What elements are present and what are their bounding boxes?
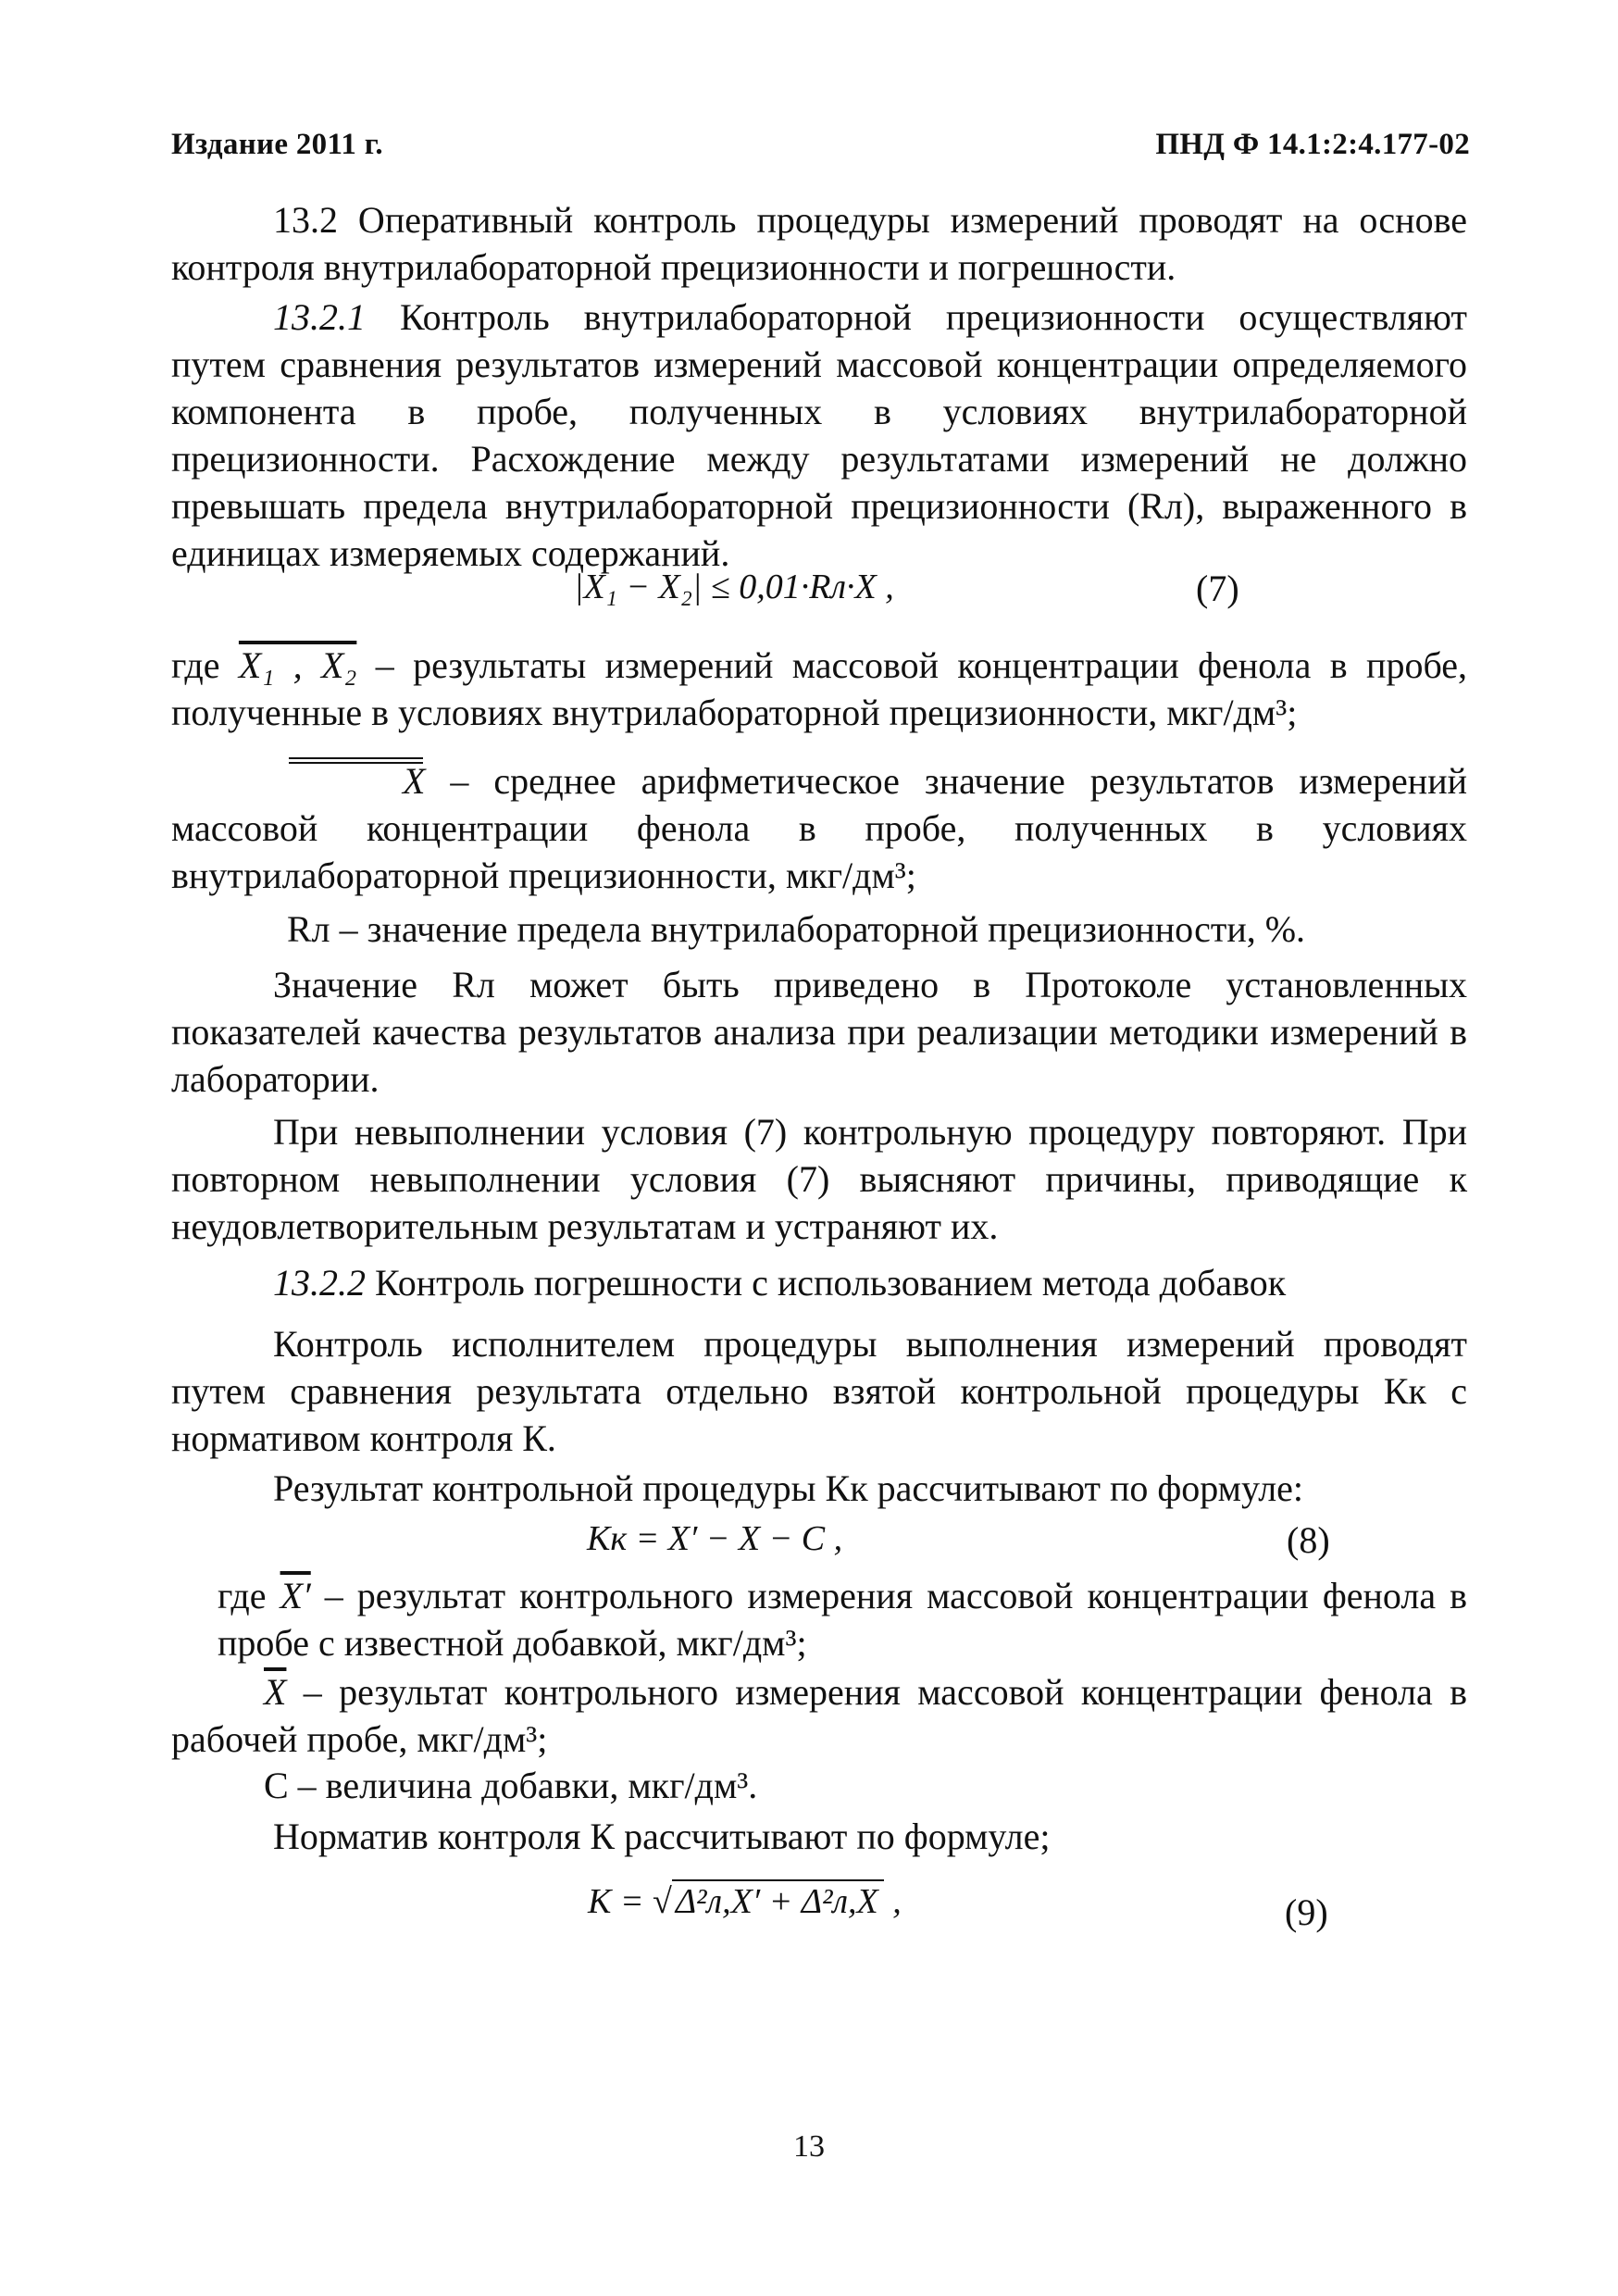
formula-8: Kк = X′ − X − C , [587,1519,843,1558]
section-13-2-1-number: 13.2.1 [273,296,366,338]
section-13-2-1 [171,293,1467,577]
definition-c: С – величина добавки, мкг/дм³. [264,1765,758,1806]
definition-x-mean [171,757,1467,899]
symbol-x1-x2: X₁ , X₂ [238,644,357,686]
definition-x-prime-text: – результат контрольного измерения массовой концентрации фенола в пробе с известной добавкой, мкг/дм³; [218,1575,1467,1664]
definition-x [171,1668,1467,1763]
section-13-2-2-number: 13.2.2 [273,1262,366,1304]
formula-9-radicand: Δ²л,X′ + Δ²л,X [672,1879,884,1922]
formula-9-number: (9) [1285,1891,1328,1933]
definition-rl-text: – значение предела внутрилабораторной прецизионности, %. [339,908,1306,950]
definition-x-prime [218,1572,1467,1666]
symbol-rl: Rл [287,908,330,950]
radical-sign: √ [653,1882,672,1921]
edition-label: Издание 2011 г. [171,128,383,161]
section-13-2-2-text: Контроль погрешности с использованием метода добавок [366,1262,1287,1304]
formula-8-number: (8) [1287,1519,1330,1561]
paragraph-repeat: При невыполнении условия (7) контрольную процедуру повторяют. При повторном невыполнении условия (7) выясняют причины, приводящие к неудовлетворительным результатам и устраняют их. [171,1111,1467,1247]
document-code: ПНД Ф 14.1:2:4.177-02 [1155,128,1470,161]
definition-x1-x2-text: – результаты измерений массовой концентрации фенола в пробе, полученные в условиях внутрилабораторной прецизионности, мкг/дм³; [171,644,1468,733]
paragraph-rl-value: Значение Rл может быть приведено в Протоколе установленных показателей качества результатов анализа при реализации методики измерений в лаборатории. [171,964,1467,1100]
definition-x-text: – результат контрольного измерения массовой концентрации фенола в рабочей пробе, мкг/дм³; [171,1671,1468,1760]
formula-9-lhs: K = [588,1882,644,1921]
paragraph-k: Норматив контроля К рассчитывают по формуле; [273,1816,1051,1857]
section-13-2-2 [171,1259,1467,1306]
paragraph-kk: Результат контрольной процедуры Кк рассчитывают по формуле: [273,1467,1304,1509]
definition-rl [287,905,1467,953]
symbol-x: $\overline{X}$ [264,1671,287,1713]
where-label: где [171,644,220,686]
symbol-x-mean: X [287,757,425,805]
paragraph-control: Контроль исполнителем процедуры выполнения измерений проводят путем сравнения результата отдельно взятой контрольной процедуры Кк с нормативом контроля К. [171,1323,1467,1459]
formula-9 [588,1879,902,1922]
symbol-x-prime: X′ [280,1575,311,1616]
formula-7-number: (7) [1196,568,1239,609]
section-13-2 [171,196,1467,291]
formula-7: |X₁ − X₂| ≤ 0,01·Rл·X , [574,568,894,606]
page-number: 13 [793,2129,825,2164]
section-13-2-1-text: Контроль внутрилабораторной прецизионности осуществляют путем сравнения результатов измерений массовой концентрации определяемого компонента в пробе, полученных в условиях внутрилабораторной прецизионности. Расхождение между результатами измерений не должно превышать предела внутрилабораторной прецизионности (Rл), выраженного в единицах измеряемых содержаний. [171,296,1467,574]
section-13-2-text: 13.2 Оперативный контроль процедуры измерений проводят на основе контроля внутрилабораторной прецизионности и погрешности. [171,199,1467,288]
where-label-8: где [218,1575,267,1616]
formula-9-tail: , [883,1882,902,1921]
definition-x-mean-text: – среднее арифметическое значение результатов измерений массовой концентрации фенола в пробе, полученных в условиях внутрилабораторной прецизионности, мкг/дм³; [171,760,1468,896]
definition-x1-x2 [171,642,1467,736]
